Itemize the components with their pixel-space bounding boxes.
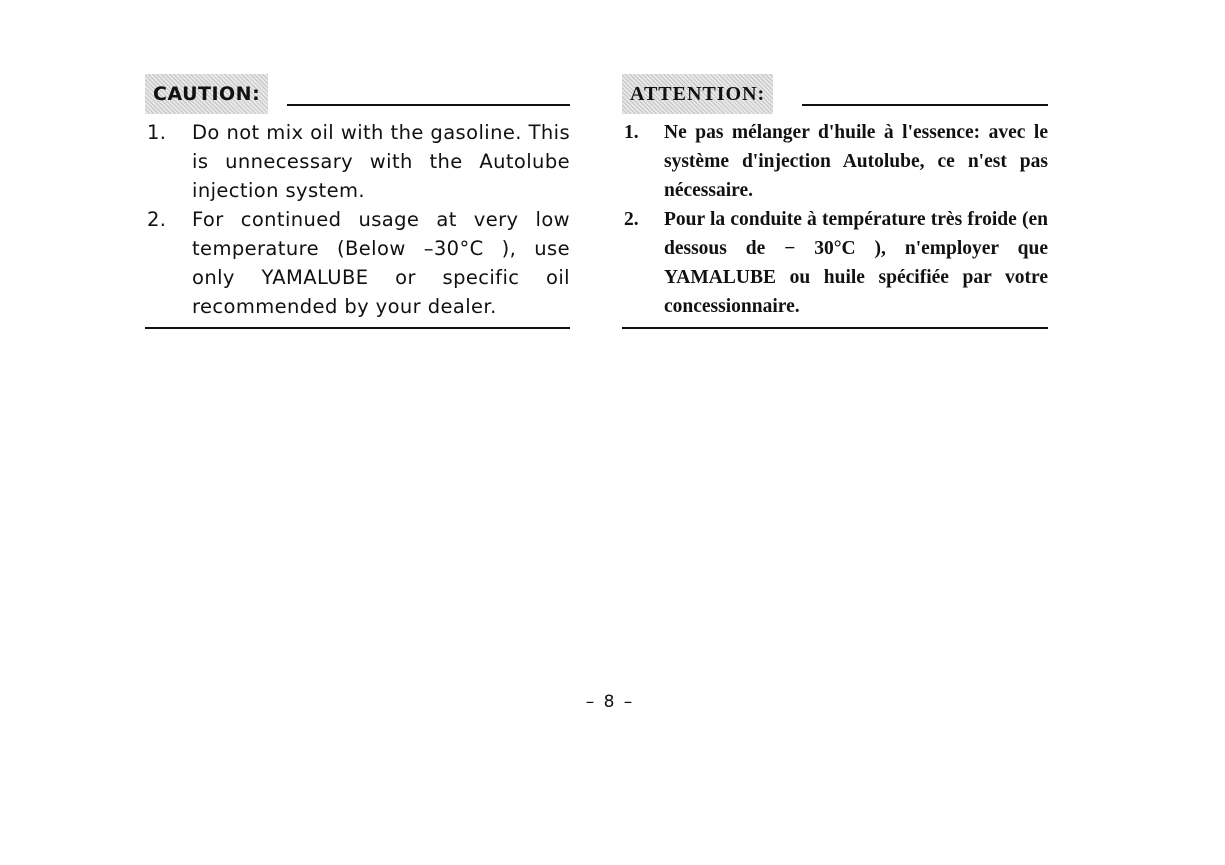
item-number: 2. [147,208,167,231]
item-text: For continued usage at very low temperature (Below –30°C ), use only YAMALUBE or specific oil recommended by your dealer. [192,208,570,318]
section-bottom-rule [145,327,570,329]
section-bottom-rule [622,327,1048,329]
item-text: Ne pas mélanger d'huile à l'essence: avec le système d'injection Autolube, ce n'est pas nécessaire. [664,122,1048,201]
list-item [622,118,1048,205]
item-number: 2. [624,209,639,230]
list-item [145,205,570,321]
attention-section-french [622,74,1048,329]
caution-heading-row [145,74,570,118]
caution-section-english [145,74,570,329]
heading-rule [287,104,570,106]
list-item [622,205,1048,321]
item-text: Pour la conduite à température très froide (en dessous de − 30°C ), n'employer que YAMALUBE ou huile spécifiée par votre concessionnaire. [664,209,1048,317]
attention-list [622,118,1048,321]
item-number: 1. [147,121,167,144]
list-item [145,118,570,205]
caution-list [145,118,570,321]
caution-heading: CAUTION: [145,74,268,114]
item-number: 1. [624,122,639,143]
attention-heading-row [622,74,1048,118]
page-number: – 8 – [585,692,635,712]
attention-heading: ATTENTION: [622,74,773,114]
heading-rule [802,104,1048,106]
item-text: Do not mix oil with the gasoline. This is unnecessary with the Autolube injection system. [192,121,570,202]
